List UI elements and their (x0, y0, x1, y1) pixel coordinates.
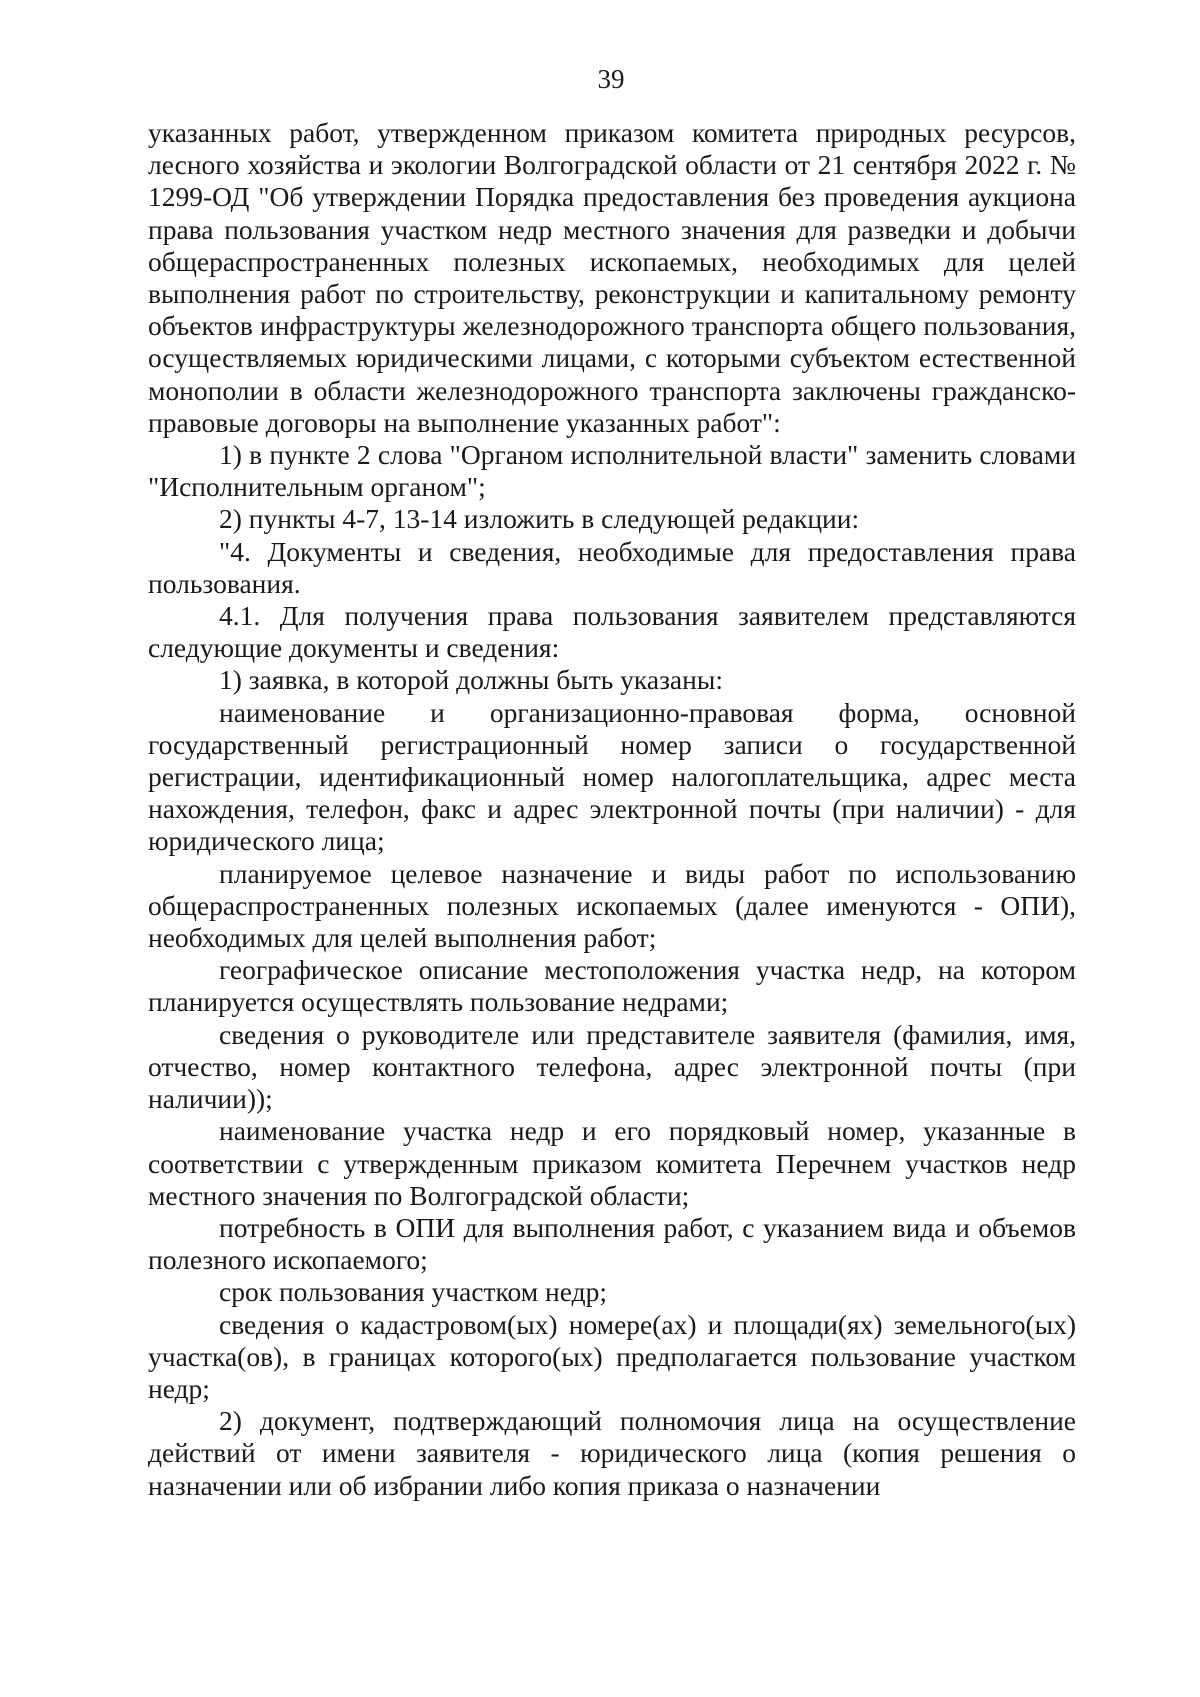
document-body (148, 117, 1076, 1502)
paragraph-geographic-description: географическое описание местоположения участка недр, на котором планируется осуществлять пользование недрами; (148, 954, 1076, 1018)
paragraph-site-name: наименование участка недр и его порядковый номер, указанные в соответствии с утвержденным приказом комитета Перечнем участков недр местного значения по Волгоградской области; (148, 1115, 1076, 1211)
paragraph-planned-purpose: планируемое целевое назначение и виды работ по использованию общераспространенных полезных ископаемых (далее именуются - ОПИ), необходимых для целей выполнения работ; (148, 857, 1076, 954)
paragraph-term: срок пользования участком недр; (219, 1276, 607, 1308)
paragraph-demand: потребность в ОПИ для выполнения работ, с указанием вида и объемов полезного ископаемого; (148, 1211, 1076, 1276)
paragraph-continuation: указанных работ, утвержденном приказом комитета природных ресурсов, лесного хозяйства и экологии Волгоградской области от 21 сентября 2022 г. № 1299-ОД "Об утверждении Порядка предоставления без проведения аукциона права пользования участком недр местного значения для разведки и добычи общераспространенных полезных ископаемых, необходимых для целей выполнения работ по строительству, реконструкции и капитальному ремонту объектов инфраструктуры железнодорожного транспорта общего пользования, осуществляемых юридическими лицами, с которыми субъектом естественной монополии в области железнодорожного транспорта заключены гражданско-правовые договоры на выполнение указанных работ": (148, 117, 1076, 438)
paragraph-representative-info: сведения о руководителе или представителе заявителя (фамилия, имя, отчество, номер контактного телефона, адрес электронной почты (при наличии)); (148, 1018, 1076, 1115)
paragraph-section-4: "4. Документы и сведения, необходимые для предоставления права пользования. (148, 535, 1076, 599)
paragraph-item-1: 1) в пункте 2 слова "Органом исполнительной власти" заменить словами "Исполнительным органом"; (148, 439, 1076, 503)
paragraph-item-2: 2) пункты 4-7, 13-14 изложить в следующей редакции: (219, 503, 860, 535)
paragraph-cadastral-info: сведения о кадастровом(ых) номере(ах) и площади(ях) земельного(ых) участка(ов), в границах которого(ых) предполагается пользование участком недр; (148, 1308, 1076, 1404)
paragraph-applicant-details: наименование и организационно-правовая форма, основной государственный регистрационный номер записи о государственной регистрации, идентификационный номер налогоплательщика, адрес места нахождения, телефон, факс и адрес электронной почты (при наличии) - для юридического лица; (148, 696, 1076, 857)
paragraph-application-intro: 1) заявка, в которой должны быть указаны: (219, 664, 723, 696)
paragraph-section-4-1: 4.1. Для получения права пользования заявителем представляются следующие документы и сведения: (148, 600, 1076, 664)
page-number: 39 (597, 64, 625, 94)
paragraph-authority-document: 2) документ, подтверждающий полномочия лица на осуществление действий от имени заявителя - юридического лица (копия решения о назначении или об избрании либо копия приказа о назначении (148, 1405, 1076, 1501)
